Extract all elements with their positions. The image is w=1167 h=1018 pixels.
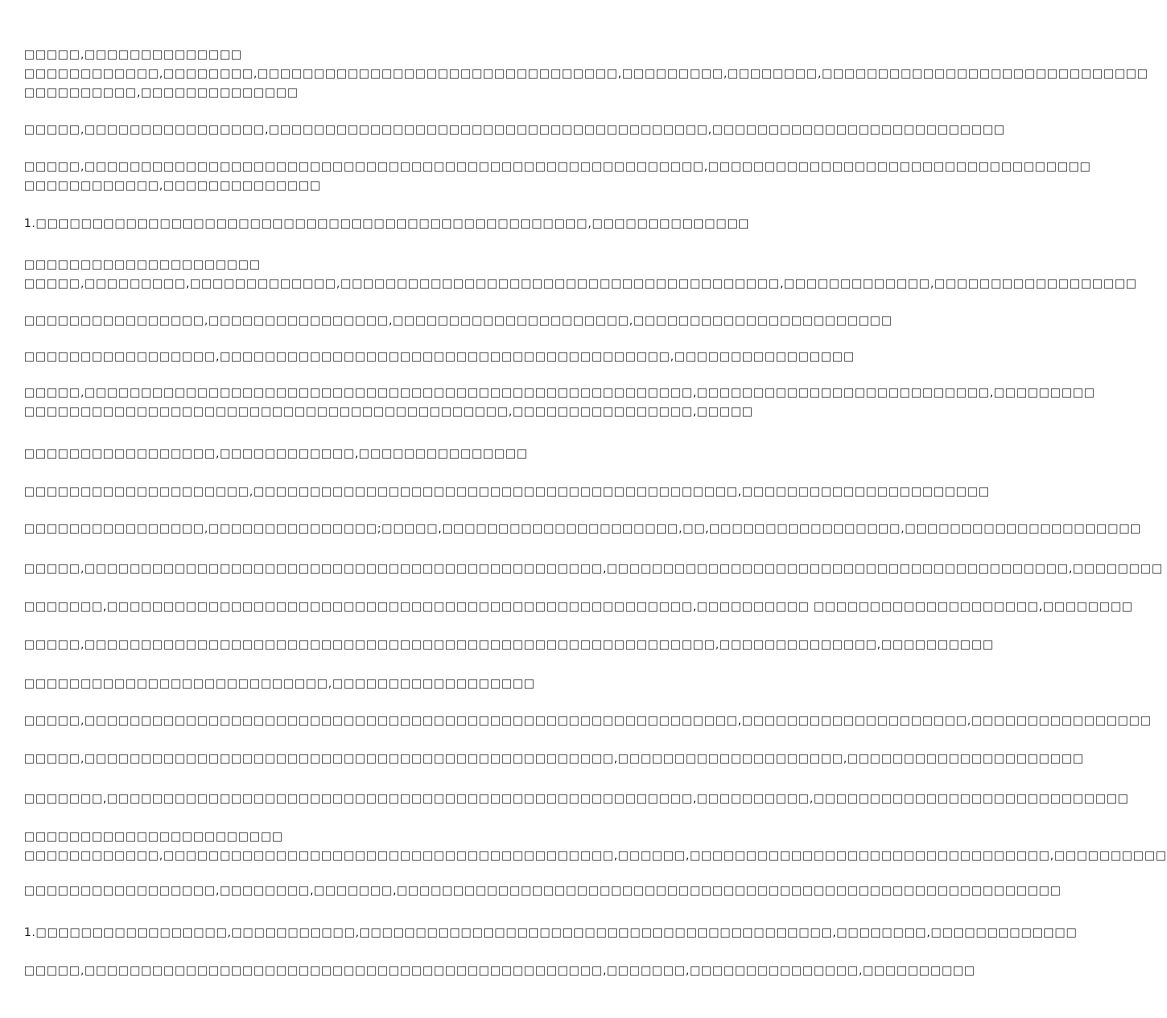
paragraph-2-line-1: □□□□□,□□□□□□□□□□□□□□□□,□□□□□□□□□□□□□□□□□□□□□□□□□□□□□□□□□□□□□□□,□□□□□□□□□□□□□□□□□□□□□□□□□□ [24,122,1005,136]
paragraph-5-line-1: □□□□□□□□□□□□□□□□□□□□□ [24,257,261,271]
paragraph-18-line-1: □□□□□□□,□□□□□□□□□□□□□□□□□□□□□□□□□□□□□□□□□□□□□□□□□□□□□□□□□□□□,□□□□□□□□□□,□□□□□□□□□□□□□□□□□□□□□□□□□□□□ [24,791,1129,805]
paragraph-4-line-1: 1.□□□□□□□□□□□□□□□□□□□□□□□□□□□□□□□□□□□□□□□□□□□□□□□□□,□□□□□□□□□□□□□□ [24,216,750,230]
paragraph-15-line-1: □□□□□□□□□□□□□□□□□□□□□□□□□□□,□□□□□□□□□□□□□□□□□□ [24,676,536,690]
paragraph-16-line-1: □□□□□,□□□□□□□□□□□□□□□□□□□□□□□□□□□□□□□□□□□□□□□□□□□□□□□□□□□□□□□□□□,□□□□□□□□□□□□□□□□□□□□,□□□□□□□□□□□□□□□□ [24,713,1152,727]
paragraph-12-line-1: □□□□□,□□□□□□□□□□□□□□□□□□□□□□□□□□□□□□□□□□□□□□□□□□□□□□,□□□□□□□□□□□□□□□□□□□□□□□□□□□□□□□□□□□□□□□□□,□□□□□□□□ [24,561,1163,575]
paragraph-1-line-1: □□□□□,□□□□□□□□□□□□□□ [24,47,243,61]
paragraph-21-line-1: 1.□□□□□□□□□□□□□□□□□,□□□□□□□□□□□,□□□□□□□□□□□□□□□□□□□□□□□□□□□□□□□□□□□□□□□□□□,□□□□□□□□,□□□□□□□□□□□□□ [24,925,1078,939]
paragraph-20-line-1: □□□□□□□□□□□□□□□□□,□□□□□□□□,□□□□□□□,□□□□□□□□□□□□□□□□□□□□□□□□□□□□□□□□□□□□□□□□□□□□□□□□□□□□□□□□□□□ [24,883,1062,897]
paragraph-19-line-1: □□□□□□□□□□□□□□□□□□□□□□□ [24,829,284,843]
paragraph-9-line-1: □□□□□□□□□□□□□□□□□,□□□□□□□□□□□□,□□□□□□□□□□□□□□□ [24,446,528,460]
paragraph-13-line-1: □□□□□□□,□□□□□□□□□□□□□□□□□□□□□□□□□□□□□□□□□□□□□□□□□□□□□□□□□□□□,□□□□□□□□□□ □□□□□□□□□□□□□□□□□□□□,□□□□□□□□ [24,599,1133,613]
paragraph-6-line-1: □□□□□□□□□□□□□□□□,□□□□□□□□□□□□□□□□,□□□□□□□□□□□□□□□□□□□□□,□□□□□□□□□□□□□□□□□□□□□□□ [24,313,893,327]
paragraph-11-line-1: □□□□□□□□□□□□□□□□,□□□□□□□□□□□□□□□;□□□□□,□□□□□□□□□□□□□□□□□□□□□,□□,□□□□□□□□□□□□□□□□□,□□□□□□□□□□□□□□□□□□□□□ [24,521,1142,535]
paragraph-14-line-1: □□□□□,□□□□□□□□□□□□□□□□□□□□□□□□□□□□□□□□□□□□□□□□□□□□□□□□□□□□□□□□,□□□□□□□□□□□□□□,□□□□□□□□□□ [24,637,994,651]
paragraph-17-line-1: □□□□□,□□□□□□□□□□□□□□□□□□□□□□□□□□□□□□□□□□□□□□□□□□□□□□□,□□□□□□□□□□□□□□□□□□□□,□□□□□□□□□□□□□□□□□□□□□ [24,751,1084,765]
paragraph-3-line-1: □□□□□,□□□□□□□□□□□□□□□□□□□□□□□□□□□□□□□□□□□□□□□□□□□□□□□□□□□□□□□,□□□□□□□□□□□□□□□□□□□□□□□□□□□□□□□□□□ [24,159,1092,173]
paragraph-10-line-1: □□□□□□□□□□□□□□□□□□□□,□□□□□□□□□□□□□□□□□□□□□□□□□□□□□□□□□□□□□□□□□□□,□□□□□□□□□□□□□□□□□□□□□□ [24,484,990,498]
paragraph-1-line-2: □□□□□□□□□□□□,□□□□□□□□,□□□□□□□□□□□□□□□□□□□□□□□□□□□□□□□□,□□□□□□□□□,□□□□□□□□,□□□□□□□□□□□□□□□□□□□□□□□□□□□□□ [24,66,1149,80]
paragraph-8-line-1: □□□□□,□□□□□□□□□□□□□□□□□□□□□□□□□□□□□□□□□□□□□□□□□□□□□□□□□□□□□□,□□□□□□□□□□□□□□□□□□□□□□□□□□,□□□□□□□□□ [24,385,1096,399]
paragraph-5-line-2: □□□□□,□□□□□□□□□,□□□□□□□□□□□□□,□□□□□□□□□□□□□□□□□□□□□□□□□□□□□□□□□□□□□□□,□□□□□□□□□□□□□,□□□□□□□□□□□□□□□□□□ [24,276,1138,290]
paragraph-22-line-1: □□□□□,□□□□□□□□□□□□□□□□□□□□□□□□□□□□□□□□□□□□□□□□□□□□□□,□□□□□□□,□□□□□□□□□□□□□□□,□□□□□□□□□□ [24,963,976,977]
paragraph-8-line-2: □□□□□□□□□□□□□□□□□□□□□□□□□□□□□□□□□□□□□□□□□□□,□□□□□□□□□□□□□□□□,□□□□□ [24,404,754,418]
paragraph-7-line-1: □□□□□□□□□□□□□□□□□,□□□□□□□□□□□□□□□□□□□□□□□□□□□□□□□□□□□□□□□□,□□□□□□□□□□□□□□□□ [24,349,855,363]
paragraph-1-line-3: □□□□□□□□□□,□□□□□□□□□□□□□□ [24,85,299,99]
paragraph-19-line-2: □□□□□□□□□□□□,□□□□□□□□□□□□□□□□□□□□□□□□□□□□□□□□□□□□□□□□,□□□□□□,□□□□□□□□□□□□□□□□□□□□□□□□□□□□□□□□,□□□□□□□□□□ [24,848,1167,862]
paragraph-3-line-2: □□□□□□□□□□□□,□□□□□□□□□□□□□□ [24,178,321,192]
